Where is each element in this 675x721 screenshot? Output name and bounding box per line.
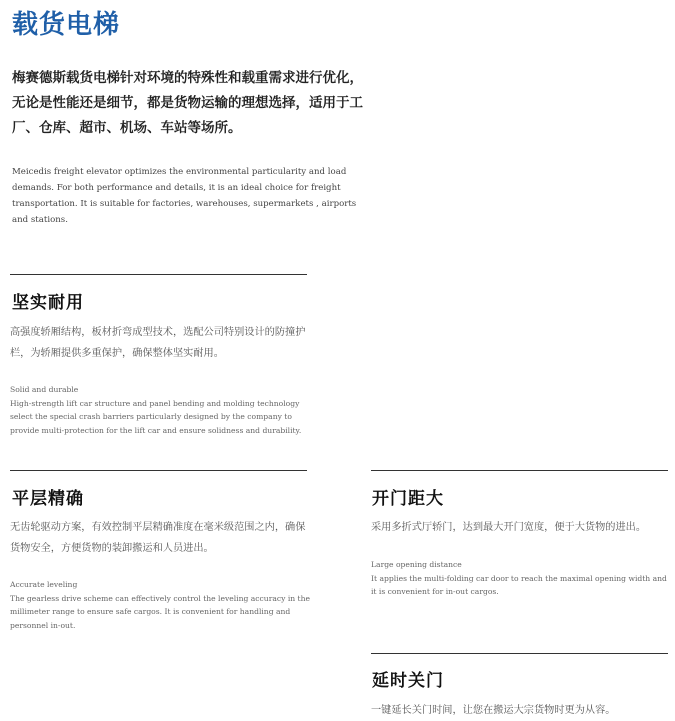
intro-english-text: Meicedis freight elevator optimizes the environmental particularity and load demands. For both performance and details, it is an ideal choice for freight transportation. It is suitable for factories, warehouses, supermarkets , airports and stations. <box>12 167 357 225</box>
section-cn-leveling: 无齿轮驱动方案，有效控制平层精确准度在毫米级范围之内，确保货物安全，方便货物的装卸搬运和人员进出。 <box>10 522 306 554</box>
section-en-title-solid: Solid and durable <box>10 385 79 394</box>
section-title-leveling: 平层精确 <box>12 489 84 509</box>
section-en-block-opening <box>371 558 667 599</box>
section-divider <box>10 470 307 471</box>
section-en-text-leveling: The gearless drive scheme can effectively control the leveling accuracy in the millimeter range to ensure safe cargos. It is convenient for handling and personnel in-out. <box>10 593 310 630</box>
section-en-block-solid <box>10 383 316 437</box>
page-title: 载货电梯 <box>12 10 121 40</box>
section-en-title-opening: Large opening distance <box>371 560 462 569</box>
section-cn-opening: 采用多折式厅轿门，达到最大开门宽度，便于大货物的进出。 <box>371 522 647 533</box>
section-divider <box>371 653 668 654</box>
section-title-delay: 延时关门 <box>372 671 444 691</box>
section-en-title-leveling: Accurate leveling <box>10 580 78 589</box>
section-title-solid: 坚实耐用 <box>12 293 84 313</box>
section-divider <box>10 274 307 275</box>
section-en-text-solid: High-strength lift car structure and panel bending and molding technology select the special crash barriers particularly designed by the company to provide multi-protection for the lift car and ensure solidness and durability. <box>10 398 302 435</box>
section-en-block-leveling <box>10 578 310 632</box>
section-cn-solid: 高强度轿厢结构，板材折弯成型技术，选配公司特别设计的防撞护栏，为轿厢提供多重保护，确保整体坚实耐用。 <box>10 327 306 359</box>
section-title-opening: 开门距大 <box>372 489 444 509</box>
section-en-text-opening: It applies the multi-folding car door to reach the maximal opening width and it is convenient for in-out cargos. <box>371 573 667 596</box>
section-divider <box>371 470 668 471</box>
section-cn-delay: 一键延长关门时间，让您在搬运大宗货物时更为从容。 <box>371 705 616 716</box>
intro-chinese-text: 梅赛德斯载货电梯针对环境的特殊性和载重需求进行优化，无论是性能还是细节，都是货物运输的理想选择，适用于工厂、仓库、超市、机场、车站等场所。 <box>12 70 363 136</box>
